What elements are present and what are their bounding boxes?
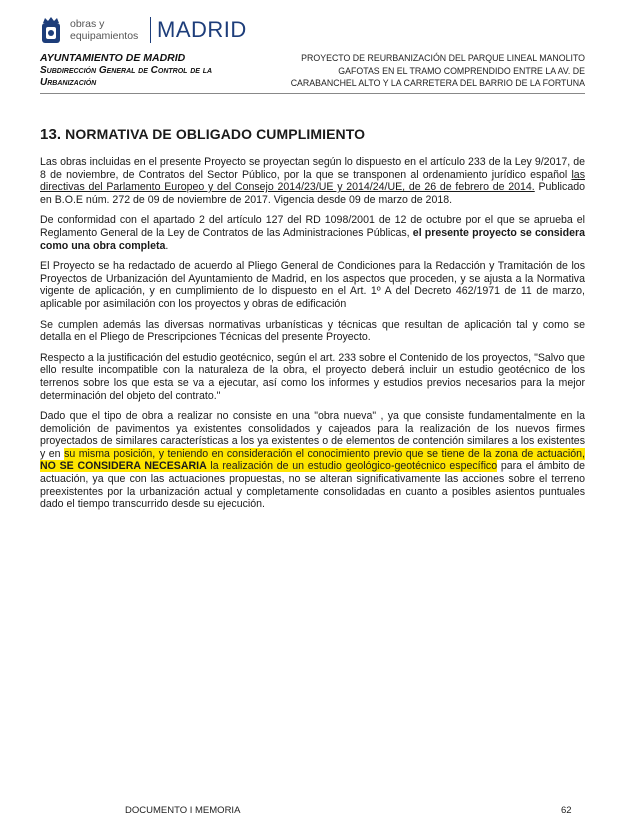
logo-subtitle-line2: equipamientos [70, 30, 139, 42]
p6-text-end: para el ámbito de actuación, ya que con las actuaciones propuestas, no se alteran significativamente las acciones sobre el terreno preexistentes por la urbanización actual y completamente consolidadas en cuanto a posibles asientos puntuales dado el tiempo transcurrido desde su ejecución. [40, 460, 585, 511]
org-name: AYUNTAMIENTO DE MADRID [40, 52, 186, 64]
p2-text: De conformidad con el apartado 2 del artículo 127 del RD 1098/2001 de 12 de octubre por el que se aprueba el Reglamento General de la Ley de Contratos de las Administraciones Públicas, [40, 214, 585, 239]
logo-subtitle-line1: obras y [70, 18, 105, 30]
p6-highlight-bold: NO SE CONSIDERA NECESARIA [40, 460, 207, 473]
project-title-line1: PROYECTO DE REURBANIZACIÓN DEL PARQUE LINEAL MANOLITO [301, 53, 585, 63]
org-department: Subdirección General de Control de la [40, 64, 213, 76]
organization-block [40, 52, 270, 90]
p1-text: Las obras incluidas en el presente Proyecto se proyectan según lo dispuesto en el artículo 233 de la Ley 9/2017, de 8 de noviembre, de Contratos del Sector Público, por la que se transponen al ordenamiento jurídico español [40, 156, 585, 181]
project-title-line2: GAFOTAS EN EL TRAMO COMPRENDIDO ENTRE LA AV. DE [338, 65, 585, 76]
coat-of-arms-icon [40, 15, 62, 45]
project-title-line3: CARABANCHEL ALTO Y LA CARRETERA DEL BARRIO DE LA FORTUNA [290, 78, 585, 88]
paragraph-6 [40, 410, 585, 511]
logo-separator [150, 17, 151, 43]
section-heading [40, 126, 365, 143]
logo-wordmark: MADRID [157, 17, 247, 42]
p1-underlined: las directivas del Parlamento Europeo y del Consejo 2014/23/UE y 2014/24/UE, de 26 de febrero de 2014. [40, 168, 585, 194]
p6-highlight-1: su misma posición, y teniendo en consideración el conocimiento previo que se tiene de la zona de actuación, [64, 447, 586, 460]
logo-subtitle [70, 18, 148, 42]
p6-highlight-2: la realización de un estudio geológico-geotécnico específico [206, 460, 498, 473]
p1-text-end: Publicado en B.O.E núm. 272 de 09 de noviembre de 2017. Vigencia desde 09 de marzo de 2018. [40, 181, 585, 206]
footer-document-label: DOCUMENTO I MEMORIA [125, 805, 241, 816]
document-body [40, 156, 585, 511]
paragraph-5: Respecto a la justificación del estudio geotécnico, según el art. 233 sobre el Contenido de los proyectos, "Salvo que ello resulte incompatible con la naturaleza de la obra, el proyecto deberá incluir un estudio geotécnico de los terrenos sobre los que esta se va a ejecutar, así como los informes y estudios previos necesarios para la mejor determinación del objeto del contrato." [40, 351, 585, 402]
paragraph-4: Se cumplen además las diversas normativas urbanísticas y técnicas que resultan de aplicación tal y como se detalla en el Pliego de Prescripciones Técnicas del presente Proyecto. [40, 318, 585, 344]
org-department-cont: Urbanización [40, 77, 97, 88]
p2-end: . [165, 239, 169, 252]
paragraph-2 [40, 214, 585, 252]
section-number: 13. [40, 126, 62, 143]
header-divider [40, 93, 585, 94]
madrid-logo [40, 12, 247, 48]
paragraph-3: El Proyecto se ha redactado de acuerdo al Pliego General de Condiciones para la Redacción y Tramitación de los Proyectos de Urbanización del Ayuntamiento de Madrid, en los aspectos que proceden, y se ajusta a la Normativa vigente de aplicación, y en cumplimiento de lo dispuesto en el Art. 1º A del Decreto 462/1971 de 11 de marzo, aplicable por asimilación con los proyectos y obras de edificación [40, 260, 585, 310]
project-title-block [285, 52, 585, 90]
section-title: NORMATIVA DE OBLIGADO CUMPLIMIENTO [65, 126, 366, 142]
p6-text: Dado que el tipo de obra a realizar no consiste en una "obra nueva" , ya que consiste fundamentalmente en la demolición de pavimentos ya existentes consolidados y cajeados para la realización de los nuevos firmes proyectados de similares características a los ya existentes o de elementos de contención similares a los existentes y en [40, 410, 585, 460]
page-number: 62 [561, 805, 572, 816]
paragraph-1 [40, 156, 585, 206]
p2-bold: el presente proyecto se considera como una obra completa [40, 226, 585, 252]
